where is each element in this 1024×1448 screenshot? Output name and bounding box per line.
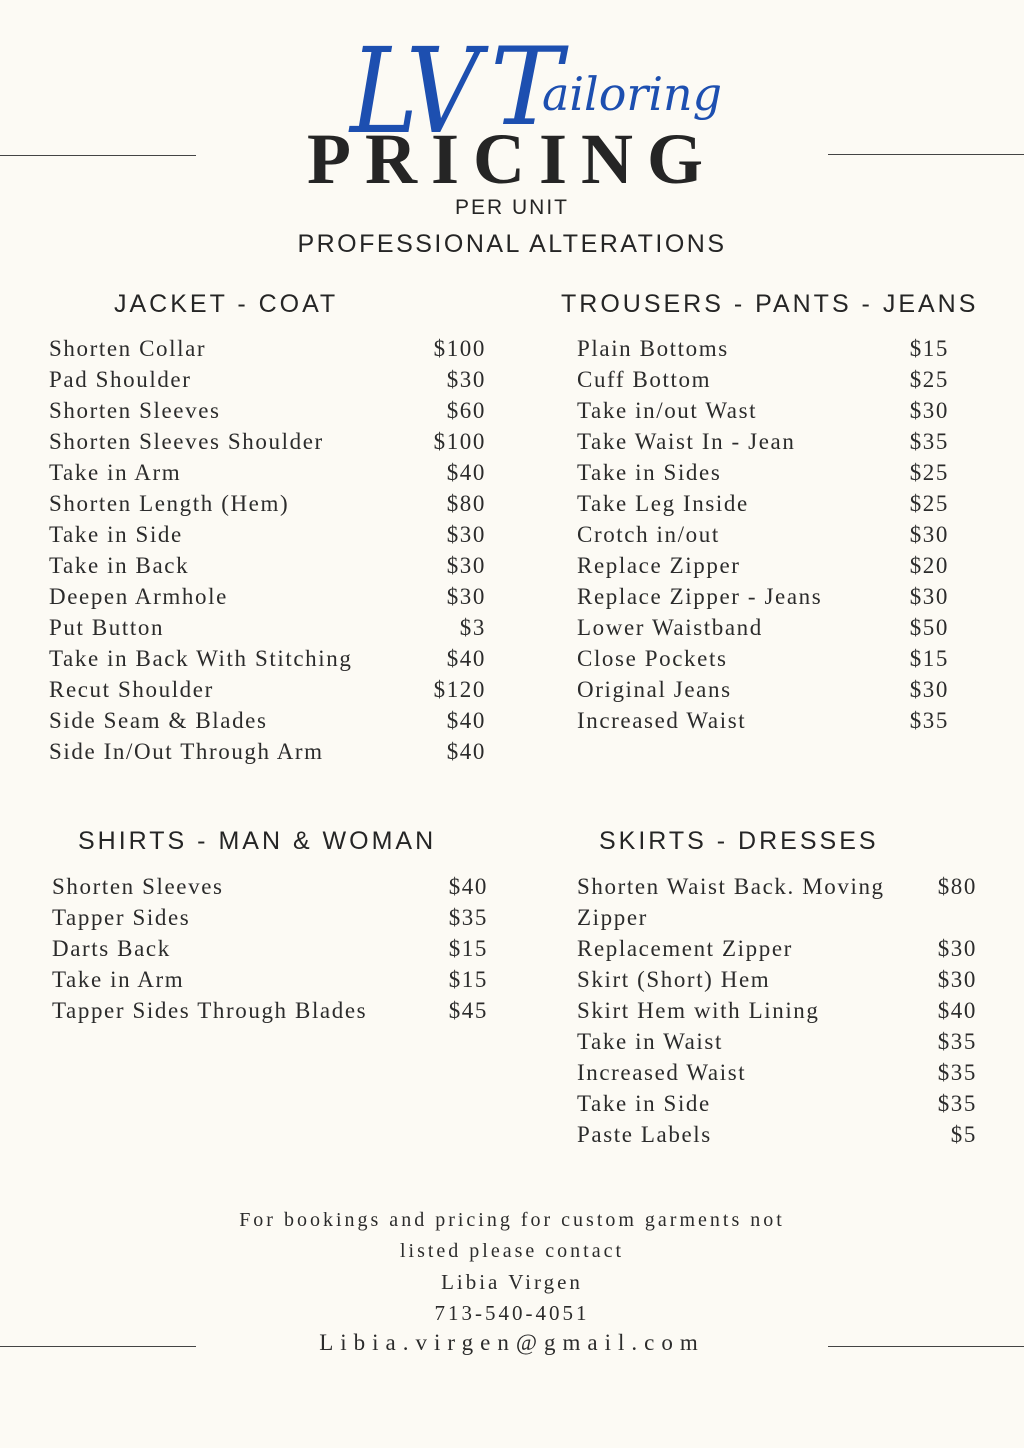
item-price: $5 bbox=[950, 1122, 977, 1147]
item-price: $35 bbox=[937, 1060, 977, 1085]
trousers-price-list bbox=[577, 333, 949, 736]
price-row bbox=[577, 457, 949, 488]
price-row bbox=[577, 1026, 977, 1057]
item-name: Take in Arm bbox=[52, 967, 185, 992]
logo-monogram: LV bbox=[348, 22, 490, 154]
item-name: Tapper Sides Through Blades bbox=[52, 998, 368, 1023]
item-price: $80 bbox=[446, 491, 486, 516]
item-price: $15 bbox=[448, 936, 488, 961]
item-name: Side In/Out Through Arm bbox=[49, 739, 324, 764]
price-row bbox=[577, 871, 977, 933]
price-row bbox=[577, 364, 949, 395]
item-price: $40 bbox=[448, 874, 488, 899]
price-row bbox=[49, 705, 486, 736]
item-price: $25 bbox=[909, 460, 949, 485]
price-row bbox=[577, 964, 977, 995]
skirts-price-list bbox=[577, 871, 977, 1150]
item-price: $30 bbox=[937, 967, 977, 992]
item-price: $30 bbox=[446, 522, 486, 547]
price-row bbox=[49, 550, 486, 581]
price-row bbox=[52, 964, 488, 995]
item-name: Tapper Sides bbox=[52, 905, 191, 930]
price-row bbox=[577, 519, 949, 550]
price-row bbox=[49, 333, 486, 364]
contact-phone: 713-540-4051 bbox=[434, 1301, 590, 1325]
item-name: Shorten Sleeves bbox=[52, 874, 224, 899]
price-row bbox=[49, 519, 486, 550]
price-row bbox=[577, 674, 949, 705]
item-price: $30 bbox=[909, 522, 949, 547]
item-name: Take in Arm bbox=[49, 460, 182, 485]
price-row bbox=[577, 612, 949, 643]
logo-wordmark: ailoring bbox=[542, 67, 722, 121]
item-name: Crotch in/out bbox=[577, 522, 720, 547]
item-name: Take in Side bbox=[577, 1091, 711, 1116]
price-row bbox=[577, 1119, 977, 1150]
logo-initial-t: T bbox=[490, 25, 563, 150]
item-price: $15 bbox=[909, 646, 949, 671]
item-price: $30 bbox=[446, 584, 486, 609]
item-price: $25 bbox=[909, 367, 949, 392]
price-row bbox=[577, 995, 977, 1026]
page-subtitle: PROFESSIONAL ALTERATIONS bbox=[297, 230, 727, 258]
item-price: $15 bbox=[909, 336, 949, 361]
item-name: Skirt (Short) Hem bbox=[577, 967, 771, 992]
price-row bbox=[49, 364, 486, 395]
item-name: Replace Zipper bbox=[577, 553, 741, 578]
price-row bbox=[577, 333, 949, 364]
item-price: $35 bbox=[937, 1029, 977, 1054]
price-row bbox=[577, 933, 977, 964]
item-price: $30 bbox=[446, 367, 486, 392]
price-row bbox=[49, 426, 486, 457]
item-name: Take in Sides bbox=[577, 460, 722, 485]
item-price: $40 bbox=[446, 739, 486, 764]
item-name: Skirt Hem with Lining bbox=[577, 998, 820, 1023]
item-price: $45 bbox=[448, 998, 488, 1023]
price-row bbox=[49, 457, 486, 488]
item-price: $40 bbox=[446, 708, 486, 733]
price-row bbox=[577, 1088, 977, 1119]
item-name: Shorten Length (Hem) bbox=[49, 491, 290, 516]
item-price: $80 bbox=[937, 874, 977, 899]
item-price: $50 bbox=[909, 615, 949, 640]
item-name: Shorten Waist Back. Moving Zipper bbox=[577, 874, 885, 930]
item-name: Shorten Sleeves Shoulder bbox=[49, 429, 324, 454]
item-name: Take in/out Wast bbox=[577, 398, 758, 423]
price-row bbox=[49, 488, 486, 519]
price-row bbox=[49, 612, 486, 643]
item-price: $30 bbox=[446, 553, 486, 578]
item-price: $40 bbox=[937, 998, 977, 1023]
item-name: Take in Waist bbox=[577, 1029, 723, 1054]
price-row bbox=[52, 933, 488, 964]
item-name: Increased Waist bbox=[577, 1060, 747, 1085]
item-price: $35 bbox=[937, 1091, 977, 1116]
item-name: Cuff Bottom bbox=[577, 367, 712, 392]
item-price: $60 bbox=[446, 398, 486, 423]
section-title-shirts: SHIRTS - MAN & WOMAN bbox=[78, 827, 437, 855]
item-name: Close Pockets bbox=[577, 646, 728, 671]
item-name: Take in Back With Stitching bbox=[49, 646, 353, 671]
price-row bbox=[49, 674, 486, 705]
price-row bbox=[577, 581, 949, 612]
price-row bbox=[577, 488, 949, 519]
item-price: $40 bbox=[446, 646, 486, 671]
item-name: Take in Side bbox=[49, 522, 183, 547]
item-price: $100 bbox=[433, 429, 486, 454]
item-name: Put Button bbox=[49, 615, 165, 640]
item-name: Lower Waistband bbox=[577, 615, 763, 640]
item-name: Plain Bottoms bbox=[577, 336, 729, 361]
item-name: Replacement Zipper bbox=[577, 936, 793, 961]
item-price: $100 bbox=[433, 336, 486, 361]
section-title-trousers: TROUSERS - PANTS - JEANS bbox=[561, 290, 979, 318]
item-price: $30 bbox=[909, 398, 949, 423]
item-price: $30 bbox=[909, 584, 949, 609]
shirts-price-list bbox=[52, 871, 488, 1026]
page-title: PRICING bbox=[306, 119, 717, 199]
section-title-skirts: SKIRTS - DRESSES bbox=[599, 827, 879, 855]
price-row bbox=[52, 995, 488, 1026]
item-price: $15 bbox=[448, 967, 488, 992]
item-price: $35 bbox=[909, 708, 949, 733]
item-name: Increased Waist bbox=[577, 708, 747, 733]
item-price: $40 bbox=[446, 460, 486, 485]
item-name: Take Waist In - Jean bbox=[577, 429, 796, 454]
contact-note-line-1: For bookings and pricing for custom garments not bbox=[239, 1209, 785, 1231]
item-price: $30 bbox=[937, 936, 977, 961]
item-price: $3 bbox=[459, 615, 486, 640]
item-name: Original Jeans bbox=[577, 677, 732, 702]
item-name: Side Seam & Blades bbox=[49, 708, 268, 733]
price-row bbox=[52, 871, 488, 902]
item-price: $120 bbox=[433, 677, 486, 702]
item-price: $35 bbox=[909, 429, 949, 454]
price-row bbox=[49, 581, 486, 612]
item-name: Take in Back bbox=[49, 553, 190, 578]
per-unit-label: PER UNIT bbox=[454, 196, 569, 219]
item-name: Shorten Sleeves bbox=[49, 398, 221, 423]
contact-note-line-2: listed please contact bbox=[399, 1240, 625, 1262]
item-price: $25 bbox=[909, 491, 949, 516]
price-row bbox=[577, 705, 949, 736]
price-row bbox=[49, 643, 486, 674]
item-price: $20 bbox=[909, 553, 949, 578]
item-name: Darts Back bbox=[52, 936, 171, 961]
price-row bbox=[49, 395, 486, 426]
item-price: $35 bbox=[448, 905, 488, 930]
price-row bbox=[577, 426, 949, 457]
contact-name: Libia Virgen bbox=[441, 1270, 583, 1294]
price-row bbox=[49, 736, 486, 767]
section-title-jacket: JACKET - COAT bbox=[114, 290, 339, 318]
price-row bbox=[577, 395, 949, 426]
jacket-price-list bbox=[49, 333, 486, 767]
item-name: Recut Shoulder bbox=[49, 677, 214, 702]
price-row bbox=[577, 643, 949, 674]
price-row bbox=[52, 902, 488, 933]
item-name: Pad Shoulder bbox=[49, 367, 192, 392]
item-name: Replace Zipper - Jeans bbox=[577, 584, 823, 609]
contact-email[interactable]: Libia.virgen@gmail.com bbox=[319, 1330, 705, 1355]
item-price: $30 bbox=[909, 677, 949, 702]
price-row bbox=[577, 550, 949, 581]
item-name: Take Leg Inside bbox=[577, 491, 749, 516]
price-row bbox=[577, 1057, 977, 1088]
item-name: Shorten Collar bbox=[49, 336, 207, 361]
item-name: Paste Labels bbox=[577, 1122, 712, 1147]
item-name: Deepen Armhole bbox=[49, 584, 228, 609]
